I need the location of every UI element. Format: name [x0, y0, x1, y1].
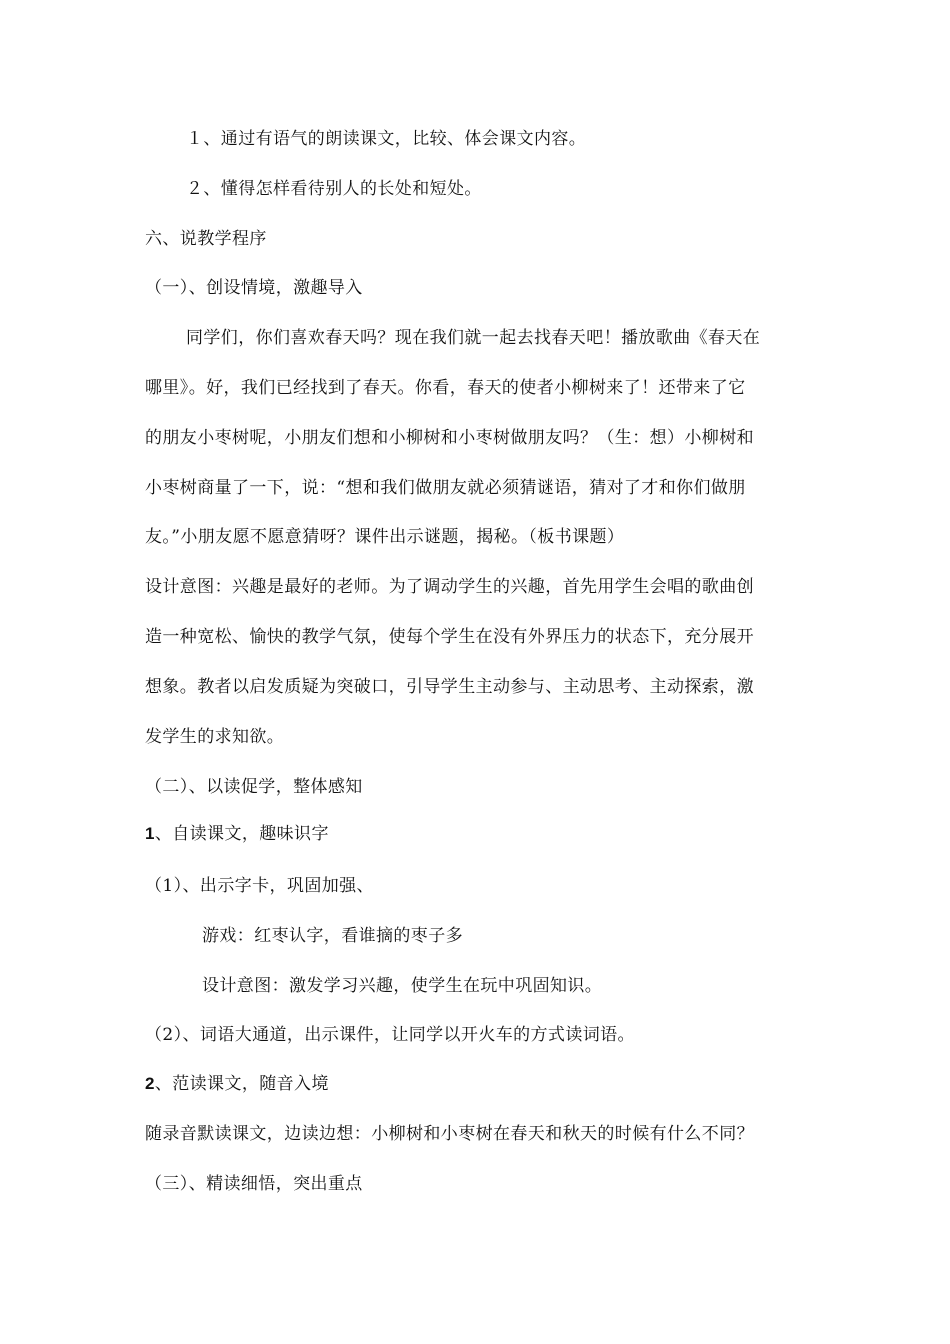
substep-1: （1）、出示字卡，巩固加强、 [145, 876, 374, 896]
paragraph-line-2: 哪里》。好，我们已经找到了春天。你看，春天的使者小柳树来了！还带来了它 [145, 378, 746, 398]
design-intent-line-3: 想象。教者以启发质疑为突破口，引导学生主动参与、主动思考、主动探索，激 [145, 677, 754, 697]
design-intent-line-4: 发学生的求知欲。 [145, 727, 285, 747]
subsection-heading-1: （一）、创设情境，激趣导入 [145, 278, 363, 298]
paragraph-line-5: 友。”小朋友愿不愿意猜呀？课件出示谜题，揭秘。（板书课题） [145, 527, 625, 547]
step-1-number: 1 [145, 824, 155, 843]
game-line: 游戏：红枣认字，看谁摘的枣子多 [202, 926, 463, 946]
objective-1: １、通过有语气的朗读课文，比较、体会课文内容。 [186, 129, 587, 149]
substep-2: （2）、词语大通道，出示课件，让同学以开火车的方式读词语。 [145, 1025, 635, 1045]
objective-2: ２、懂得怎样看待别人的长处和短处。 [186, 179, 482, 199]
step-2-number: 2 [145, 1074, 155, 1093]
paragraph-line-3: 的朋友小枣树呢，小朋友们想和小柳树和小枣树做朋友吗？（生：想）小柳树和 [145, 428, 754, 448]
step-1-heading [145, 822, 815, 846]
step-1-text: 、自读课文，趣味识字 [154, 824, 329, 844]
reading-instruction: 随录音默读课文，边读边想：小柳树和小枣树在春天和秋天的时候有什么不同？ [145, 1124, 754, 1144]
subsection-heading-2: （二）、以读促学，整体感知 [145, 777, 363, 797]
game-design-intent: 设计意图：激发学习兴趣，使学生在玩中巩固知识。 [202, 976, 603, 996]
design-intent-line-2: 造一种宽松、愉快的教学气氛，使每个学生在没有外界压力的状态下，充分展开 [145, 627, 754, 647]
step-2-text: 、范读课文，随音入境 [154, 1074, 329, 1094]
step-2-heading [145, 1072, 815, 1096]
paragraph-line-1: 同学们，你们喜欢春天吗？现在我们就一起去找春天吧！播放歌曲《春天在 [186, 328, 761, 348]
design-intent-line-1: 设计意图：兴趣是最好的老师。为了调动学生的兴趣，首先用学生会唱的歌曲创 [145, 577, 754, 597]
section-heading-6: 六、说教学程序 [145, 229, 267, 249]
subsection-heading-3: （三）、精读细悟，突出重点 [145, 1174, 363, 1194]
paragraph-line-4: 小枣树商量了一下，说：“想和我们做朋友就必须猜谜语，猜对了才和你们做朋 [145, 478, 746, 498]
